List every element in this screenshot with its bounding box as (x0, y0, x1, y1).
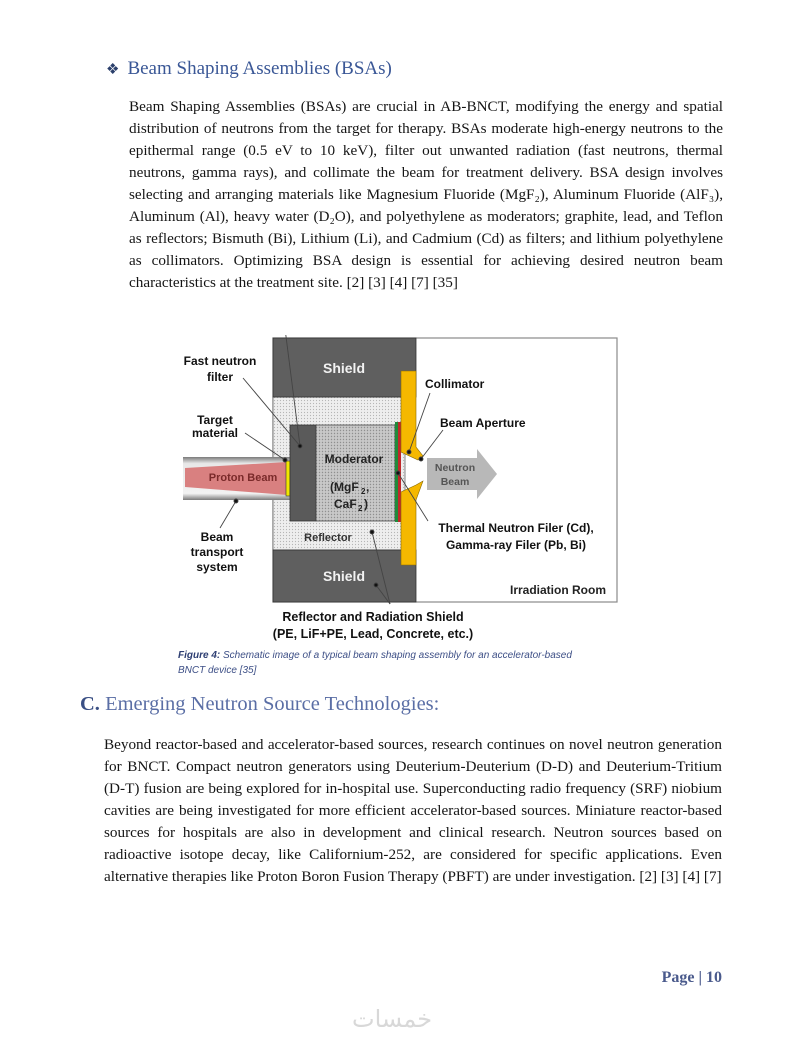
svg-text:Fast neutron: Fast neutron (183, 354, 257, 368)
svg-text:Irradiation Room: Irradiation Room (509, 583, 606, 597)
svg-text:(PE, LiF+PE, Lead, Concrete, e: (PE, LiF+PE, Lead, Concrete, etc.) (272, 627, 474, 641)
target-material (286, 461, 290, 496)
diamond-bullet-icon: ❖ (106, 61, 120, 78)
figure-caption (178, 648, 598, 678)
svg-text:Shield: Shield (322, 568, 366, 584)
svg-text:): ) (364, 497, 368, 511)
svg-text:Collimator: Collimator (425, 377, 485, 391)
paragraph-bsa: Beam Shaping Assemblies (BSAs) are crucial in AB-BNCT, modifying the energy and spatial distribution of neutrons from the target for therapy. BSAs moderate high-energy neutrons to the epithermal range (0.5 eV to 10 keV), filter out unwanted radiation (fast neutrons, thermal neutrons, gamma rays), and collimate the beam for treatment delivery. BSA design involves selecting and arranging materials like Magnesium Fluoride (MgF₂), Aluminum Fluoride (AlF₃), Aluminum (Al), heavy water (D₂O), and polyethylene as moderators; graphite, lead, and Teflon as reflectors; Bismuth (Bi), Lithium (Li), and Cadmium (Cd) as filters; and lithium polyethylene as collimators. Optimizing BSA design is essential for achieving desired neutron beam characteristics at the treatment site. [2] [3] [4] [7] [35] (129, 98, 723, 291)
svg-text:transport: transport (190, 545, 244, 559)
svg-text:Beam Aperture: Beam Aperture (440, 416, 526, 430)
watermark-logo: خمسات (352, 1005, 433, 1033)
svg-text:,: , (366, 480, 370, 494)
figure-bsa-schematic (170, 335, 630, 645)
svg-text:Thermal Neutron Filer (Cd),: Thermal Neutron Filer (Cd), (438, 521, 594, 535)
section-heading-c (80, 693, 439, 716)
svg-text:Reflector: Reflector (304, 532, 352, 544)
paragraph-emerging-sources: Beyond reactor-based and accelerator-based sources, research continues on novel neutron generation for BNCT. Compact neutron generators using Deuterium-Deuterium (D-D) and Deuterium-Tritium (D-T) fusion are being explored for in-hospital use. Superconducting radio frequency (SRF) niobium cavities are being investigated for more efficient accelerator-based sources. Miniature reactor-based sources for hospitals are also in development and clinical research. Neutron sources based on radioactive isotope decay, like Californium-252, are considered for specific applications. Even alternative therapies like Proton Boron Fusion Therapy (PBFT) are under investigation. [2] [3] [4] [7] (104, 736, 722, 885)
svg-text:Neutron: Neutron (434, 462, 476, 474)
svg-text:Shield: Shield (322, 360, 366, 376)
svg-text:Target: Target (197, 413, 233, 427)
figure-caption-label: Figure 4: (178, 650, 221, 661)
svg-text:2: 2 (361, 487, 366, 496)
svg-text:Beam: Beam (440, 476, 470, 488)
svg-text:(MgF: (MgF (330, 480, 359, 494)
svg-text:2: 2 (358, 504, 363, 513)
svg-text:Moderator: Moderator (324, 452, 384, 466)
section-title-c: Emerging Neutron Source Technologies: (99, 693, 440, 715)
svg-text:Beam: Beam (200, 530, 234, 544)
svg-text:system: system (196, 560, 238, 574)
svg-text:Proton Beam: Proton Beam (208, 472, 278, 484)
section-number-c: C. (80, 693, 100, 715)
section-title-bsa: Beam Shaping Assemblies (BSAs) (127, 58, 392, 79)
svg-text:CaF: CaF (334, 497, 357, 511)
svg-text:filter: filter (206, 370, 234, 384)
svg-text:material: material (191, 426, 239, 440)
svg-text:Gamma-ray Filer (Pb, Bi): Gamma-ray Filer (Pb, Bi) (445, 538, 587, 552)
bsa-diagram (170, 335, 630, 645)
svg-text:Reflector and Radiation Shield: Reflector and Radiation Shield (282, 610, 464, 624)
section-heading-bsa (106, 58, 392, 80)
figure-caption-text: Schematic image of a typical beam shaping assembly for an accelerator-based BNCT device [35] (178, 650, 572, 676)
page-number: Page | 10 (661, 969, 722, 986)
